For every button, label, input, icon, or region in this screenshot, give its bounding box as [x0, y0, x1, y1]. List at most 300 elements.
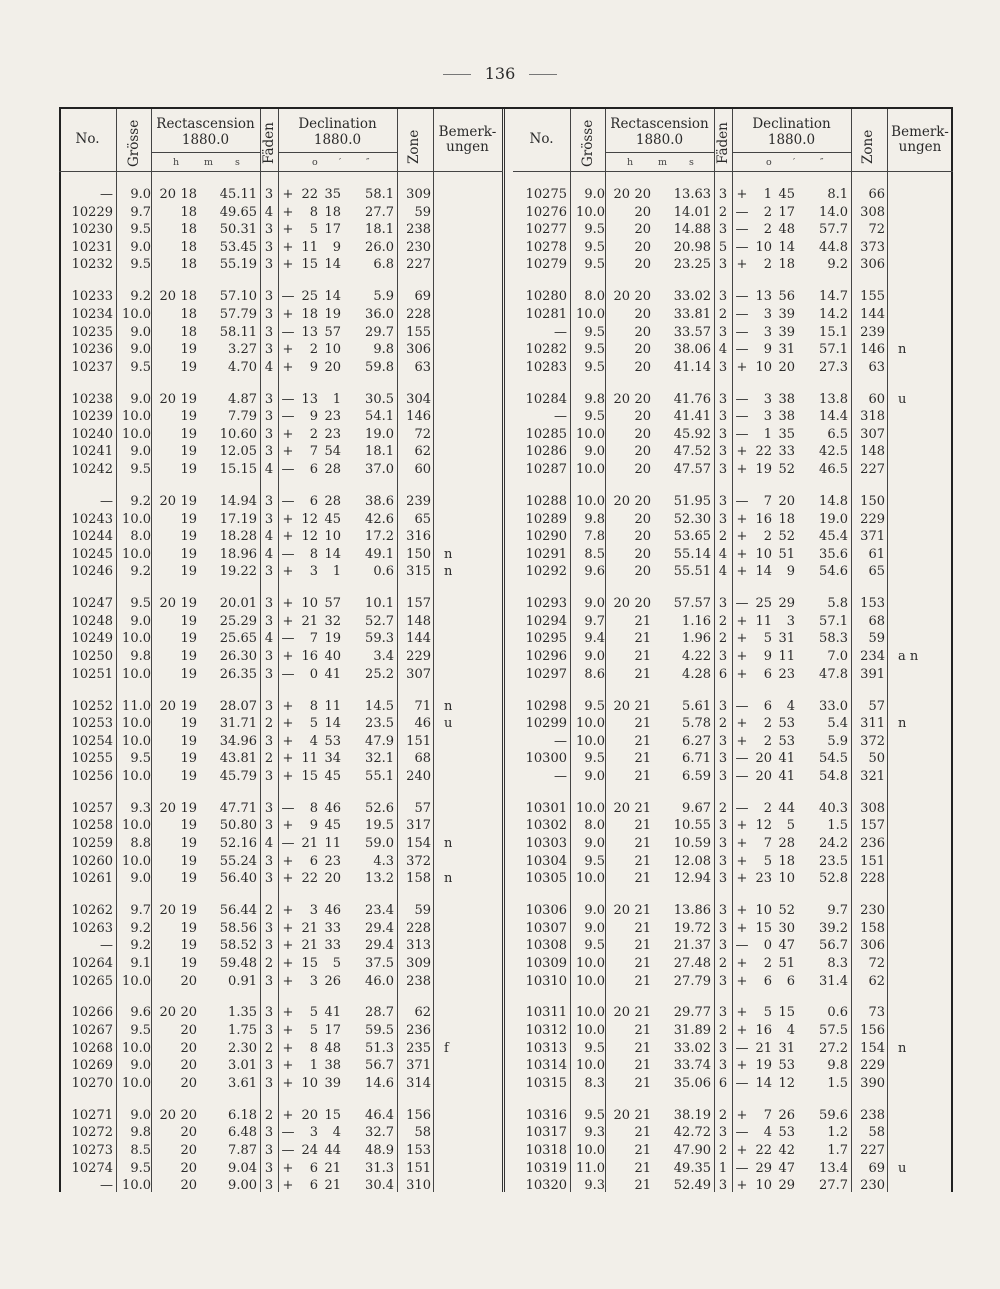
table-cell: 20: [634, 306, 651, 322]
table-cell: 21.37: [673, 938, 711, 954]
table-cell: 21: [634, 716, 651, 732]
table-cell: +: [282, 871, 294, 887]
table-cell: 321: [860, 768, 885, 784]
table-cell: 10.1: [365, 596, 394, 612]
table-cell: 45: [324, 511, 341, 527]
table-cell: 52.8: [819, 871, 848, 887]
table-cell: 14.2: [819, 306, 848, 322]
table-cell: 9.0: [130, 1058, 151, 1074]
table-cell: 20: [634, 564, 651, 580]
table-cell: 9.2: [130, 289, 151, 305]
table-cell: 3: [718, 649, 728, 664]
table-cell: 21: [634, 836, 651, 851]
table-cell: 304: [406, 391, 431, 407]
table-cell: 6: [309, 1178, 318, 1194]
table-cell: 33.02: [673, 1040, 711, 1056]
table-cell: 19: [180, 444, 197, 460]
table-cell: 59: [868, 631, 885, 647]
table-row: [513, 853, 953, 871]
table-cell: 20: [613, 596, 630, 612]
table-cell: u: [898, 391, 907, 407]
table-cell: +: [282, 511, 294, 527]
table-cell: 26.30: [219, 649, 257, 664]
table-row: [513, 546, 953, 564]
table-cell: —: [735, 768, 749, 784]
table-cell: 150: [860, 493, 885, 509]
table-cell: 4: [264, 836, 274, 851]
table-cell: 10242: [71, 462, 113, 477]
table-cell: 17: [324, 222, 341, 238]
table-cell: 9.0: [130, 187, 151, 202]
table-cell: 1: [309, 1058, 318, 1074]
table-cell: 19.22: [219, 564, 257, 580]
table-cell: 3: [264, 187, 274, 202]
table-cell: 10307: [525, 920, 567, 936]
table-cell: 3: [718, 768, 728, 784]
table-cell: 57.57: [673, 596, 711, 612]
table-cell: 0.6: [827, 1005, 848, 1021]
table-cell: —: [281, 289, 295, 305]
table-cell: +: [282, 1160, 294, 1176]
table-cell: 10262: [71, 903, 113, 919]
table-cell: 15.15: [219, 462, 257, 477]
table-cell: 23.4: [365, 903, 394, 919]
table-cell: 21: [634, 1178, 651, 1194]
table-row: [513, 511, 953, 529]
table-cell: —: [735, 342, 749, 358]
table-cell: 47.71: [219, 800, 257, 816]
table-cell: 2: [264, 955, 274, 971]
table-cell: +: [282, 1075, 294, 1091]
table-cell: 3: [264, 800, 274, 816]
table-cell: 12.94: [673, 871, 711, 887]
table-row: [513, 1160, 953, 1178]
table-cell: 17.2: [365, 529, 394, 545]
table-cell: 21: [634, 1005, 651, 1021]
table-row: [59, 186, 499, 204]
table-cell: 10274: [71, 1160, 113, 1176]
table-cell: 10266: [71, 1005, 113, 1021]
table-cell: 72: [868, 222, 885, 238]
table-cell: 155: [406, 324, 431, 340]
table-cell: 10317: [525, 1125, 567, 1141]
table-cell: 26.35: [219, 666, 257, 682]
table-row: [59, 204, 499, 222]
table-cell: 10251: [71, 666, 113, 682]
table-row: [513, 256, 953, 274]
table-cell: —: [554, 733, 567, 749]
table-cell: 33: [324, 920, 341, 936]
table-cell: 47.9: [365, 733, 394, 749]
table-cell: 1.2: [827, 1125, 848, 1141]
table-row: [59, 870, 499, 888]
table-row: [59, 1057, 499, 1075]
table-cell: 4: [763, 1125, 772, 1141]
table-cell: 10.0: [576, 462, 605, 477]
table-cell: 5: [763, 1005, 772, 1021]
table-cell: 30.5: [365, 391, 394, 407]
table-cell: +: [736, 444, 748, 460]
table-cell: 10.0: [122, 631, 151, 647]
table-cell: 42: [778, 1142, 795, 1158]
table-row: [513, 902, 953, 920]
table-cell: 3: [718, 222, 728, 238]
table-cell: 5.8: [827, 596, 848, 612]
table-cell: 2: [763, 529, 772, 545]
table-cell: 44: [324, 1142, 341, 1158]
table-cell: —: [554, 324, 567, 340]
table-cell: 5: [763, 853, 772, 869]
table-cell: 20: [613, 1005, 630, 1021]
table-cell: 17: [324, 1023, 341, 1038]
table-cell: 41: [324, 666, 341, 682]
table-cell: 19: [180, 955, 197, 971]
table-cell: 32.1: [365, 751, 394, 767]
table-row: [59, 902, 499, 920]
table-cell: 3: [264, 853, 274, 869]
table-cell: 9.0: [130, 871, 151, 887]
table-cell: 20: [180, 1178, 197, 1194]
table-cell: 151: [406, 733, 431, 749]
table-cell: 10.0: [122, 768, 151, 784]
table-cell: 10.0: [122, 1075, 151, 1091]
table-cell: 14: [755, 564, 772, 580]
table-cell: 308: [860, 204, 885, 220]
table-cell: 6.71: [682, 751, 711, 767]
table-cell: 4: [264, 359, 274, 375]
table-cell: 21: [634, 649, 651, 664]
table-cell: 28.7: [365, 1005, 394, 1021]
table-cell: —: [100, 1178, 113, 1194]
table-cell: 1.35: [228, 1005, 257, 1021]
table-cell: 3: [264, 596, 274, 612]
table-cell: 3: [264, 1023, 274, 1038]
table-cell: 33.74: [673, 1058, 711, 1074]
table-cell: 1: [332, 391, 341, 407]
table-cell: 52.16: [219, 836, 257, 851]
table-cell: 3: [264, 391, 274, 407]
header-decl: Declination: [752, 116, 831, 132]
table-cell: 41: [324, 1005, 341, 1021]
table-cell: 21: [634, 1075, 651, 1091]
table-cell: 23: [324, 426, 341, 442]
table-cell: 20: [159, 493, 176, 509]
table-row: [513, 359, 953, 377]
table-cell: 10287: [525, 462, 567, 477]
table-cell: —: [735, 800, 749, 816]
table-row: [59, 324, 499, 342]
table-cell: 10279: [525, 257, 567, 273]
table-cell: 3: [718, 903, 728, 919]
table-cell: 15: [301, 257, 318, 273]
table-row: [59, 221, 499, 239]
table-cell: +: [282, 1023, 294, 1038]
table-cell: 20: [634, 426, 651, 442]
table-cell: 46: [324, 800, 341, 816]
table-cell: 8.5: [130, 1142, 151, 1158]
header-faeden: Fäden: [261, 122, 277, 164]
table-cell: 11: [301, 239, 318, 255]
table-cell: +: [736, 1058, 748, 1074]
header-decl-epoch: 1880.0: [767, 132, 816, 148]
table-cell: 15: [324, 1107, 341, 1123]
table-cell: 21: [634, 666, 651, 682]
table-cell: 21: [634, 1040, 651, 1056]
table-cell: 10248: [71, 613, 113, 629]
table-cell: 20: [634, 324, 651, 340]
table-cell: 10291: [525, 546, 567, 562]
table-cell: 59.3: [365, 631, 394, 647]
table-cell: 10284: [525, 391, 567, 407]
table-cell: +: [282, 751, 294, 767]
table-cell: 3: [264, 938, 274, 954]
table-cell: 6: [309, 853, 318, 869]
table-cell: 3: [718, 257, 728, 273]
table-cell: 12: [301, 529, 318, 545]
table-row: [59, 835, 499, 853]
table-cell: 33.81: [673, 306, 711, 322]
table-cell: 16: [755, 1023, 772, 1038]
table-cell: 38.19: [673, 1107, 711, 1123]
table-cell: 3: [718, 1040, 728, 1056]
table-cell: 20: [634, 462, 651, 477]
header-ra-unit: s: [689, 157, 694, 168]
table-cell: 39: [778, 306, 795, 322]
table-cell: 57.10: [219, 289, 257, 305]
table-row: [59, 630, 499, 648]
table-cell: 1: [763, 187, 772, 202]
table-cell: 9.4: [584, 631, 605, 647]
table-row: [513, 1057, 953, 1075]
table-cell: 10.0: [122, 546, 151, 562]
table-cell: 52: [778, 462, 795, 477]
table-row: [513, 493, 953, 511]
table-cell: 39: [324, 1075, 341, 1091]
table-cell: 4: [332, 1125, 341, 1141]
table-row: [513, 221, 953, 239]
table-cell: 3: [718, 1125, 728, 1141]
table-cell: 2: [264, 903, 274, 919]
table-cell: 45.92: [673, 426, 711, 442]
table-cell: 18: [180, 239, 197, 255]
table-cell: 20: [613, 187, 630, 202]
table-row: [513, 698, 953, 716]
table-cell: +: [736, 564, 748, 580]
table-cell: 42.5: [819, 444, 848, 460]
table-cell: 10302: [525, 818, 567, 834]
table-cell: 3: [264, 493, 274, 509]
header-zone: Zone: [860, 129, 876, 164]
table-cell: 14: [324, 716, 341, 732]
table-row: [59, 698, 499, 716]
table-cell: 19: [180, 698, 197, 714]
table-cell: +: [736, 871, 748, 887]
table-cell: 8.3: [827, 955, 848, 971]
header-ra-unit: m: [658, 157, 668, 168]
table-cell: 10236: [71, 342, 113, 358]
table-cell: 46.0: [365, 973, 394, 989]
table-row: [513, 666, 953, 684]
table-cell: 10259: [71, 836, 113, 851]
table-cell: 19: [180, 920, 197, 936]
table-cell: 30.4: [365, 1178, 394, 1194]
table-cell: 14: [324, 257, 341, 273]
table-cell: 21: [634, 1142, 651, 1158]
table-cell: 28.07: [219, 698, 257, 714]
table-cell: 0.6: [373, 564, 394, 580]
table-cell: 23.5: [365, 716, 394, 732]
table-cell: 52.7: [365, 613, 394, 629]
header-rule: [513, 171, 953, 172]
table-cell: 9.0: [130, 391, 151, 407]
table-cell: 9.67: [682, 800, 711, 816]
table-cell: 20: [180, 1075, 197, 1091]
table-cell: 4.3: [373, 853, 394, 869]
table-cell: 6.48: [228, 1125, 257, 1141]
table-row: [59, 1022, 499, 1040]
table-cell: 3: [718, 1058, 728, 1074]
table-cell: +: [282, 257, 294, 273]
table-cell: 10286: [525, 444, 567, 460]
table-cell: 10294: [525, 613, 567, 629]
table-cell: 57.1: [819, 613, 848, 629]
table-cell: 10289: [525, 511, 567, 527]
table-cell: +: [282, 818, 294, 834]
table-row: [513, 595, 953, 613]
table-cell: 6.18: [228, 1107, 257, 1123]
table-row: [513, 920, 953, 938]
table-cell: 53.45: [219, 239, 257, 255]
table-cell: 3: [309, 564, 318, 580]
table-row: [513, 186, 953, 204]
table-cell: 21: [755, 1040, 772, 1056]
table-cell: 9: [786, 564, 795, 580]
table-cell: 9.5: [584, 853, 605, 869]
table-cell: 19: [180, 493, 197, 509]
table-cell: 54.1: [365, 409, 394, 425]
table-cell: 10.0: [576, 1142, 605, 1158]
table-cell: 55.1: [365, 768, 394, 784]
table-cell: 2.30: [228, 1040, 257, 1056]
table-cell: n: [444, 698, 453, 714]
table-cell: 10.60: [219, 426, 257, 442]
table-cell: 10320: [525, 1178, 567, 1194]
table-cell: 3: [718, 938, 728, 954]
table-cell: 7: [763, 1107, 772, 1123]
table-cell: 10: [324, 529, 341, 545]
table-cell: 239: [860, 324, 885, 340]
table-cell: 372: [860, 733, 885, 749]
table-cell: 7: [763, 493, 772, 509]
table-cell: 6: [309, 1160, 318, 1176]
table-cell: 1: [718, 1160, 728, 1176]
table-cell: 9.0: [130, 239, 151, 255]
table-cell: 45.4: [819, 529, 848, 545]
table-cell: 21: [634, 1107, 651, 1123]
table-cell: 21: [324, 1178, 341, 1194]
table-row: [513, 955, 953, 973]
table-cell: —: [735, 391, 749, 407]
table-cell: 9.3: [130, 800, 151, 816]
table-cell: 68: [414, 751, 431, 767]
table-cell: 20: [180, 1005, 197, 1021]
table-cell: 21: [634, 768, 651, 784]
table-cell: 309: [406, 187, 431, 202]
table-cell: 20: [634, 409, 651, 425]
header-zone: Zone: [406, 129, 422, 164]
table-cell: 3: [718, 1005, 728, 1021]
table-cell: 25.65: [219, 631, 257, 647]
table-row: [513, 288, 953, 306]
table-cell: 19: [324, 306, 341, 322]
table-row: [59, 955, 499, 973]
table-cell: 9.8: [130, 649, 151, 664]
table-cell: 18: [180, 289, 197, 305]
table-cell: 9.5: [584, 239, 605, 255]
table-cell: 20: [324, 871, 341, 887]
table-cell: 44.8: [819, 239, 848, 255]
table-cell: 55.51: [673, 564, 711, 580]
table-row: [59, 341, 499, 359]
table-cell: 4: [264, 546, 274, 562]
table-row: [513, 1022, 953, 1040]
table-cell: 10244: [71, 529, 113, 545]
table-cell: 20: [180, 1023, 197, 1038]
table-cell: 3: [264, 1005, 274, 1021]
table-cell: 10309: [525, 955, 567, 971]
table-cell: 390: [860, 1075, 885, 1091]
table-cell: 52.49: [673, 1178, 711, 1194]
table-cell: 318: [860, 409, 885, 425]
table-cell: +: [282, 1005, 294, 1021]
table-cell: 10241: [71, 444, 113, 460]
table-cell: 9: [309, 818, 318, 834]
table-cell: 9.7: [584, 613, 605, 629]
table-cell: 20: [613, 903, 630, 919]
table-cell: 3: [718, 493, 728, 509]
table-cell: +: [736, 649, 748, 664]
table-cell: 20: [159, 596, 176, 612]
table-cell: 6: [763, 698, 772, 714]
table-cell: 19: [180, 564, 197, 580]
table-cell: 229: [406, 649, 431, 664]
table-cell: 10296: [525, 649, 567, 664]
table-cell: +: [282, 920, 294, 936]
table-cell: 20: [159, 289, 176, 305]
table-cell: 21: [634, 818, 651, 834]
table-cell: 4: [264, 529, 274, 545]
header-ra: Rectascension: [156, 116, 255, 132]
table-cell: 157: [860, 818, 885, 834]
table-cell: 10: [301, 596, 318, 612]
table-cell: 35: [778, 426, 795, 442]
table-cell: 19: [180, 546, 197, 562]
table-row: [59, 1124, 499, 1142]
table-cell: 9.5: [584, 938, 605, 954]
table-row: [513, 715, 953, 733]
table-cell: 10.59: [673, 836, 711, 851]
header-bemerk: Bemerk-: [438, 124, 497, 140]
table-cell: 20: [634, 289, 651, 305]
table-cell: 53: [324, 733, 341, 749]
table-cell: 20.98: [673, 239, 711, 255]
table-row: [59, 750, 499, 768]
table-cell: 10312: [525, 1023, 567, 1038]
header-decl-unit: ′: [339, 157, 342, 168]
table-cell: 6: [718, 1075, 728, 1091]
table-cell: —: [735, 938, 749, 954]
table-cell: 9.6: [130, 1005, 151, 1021]
